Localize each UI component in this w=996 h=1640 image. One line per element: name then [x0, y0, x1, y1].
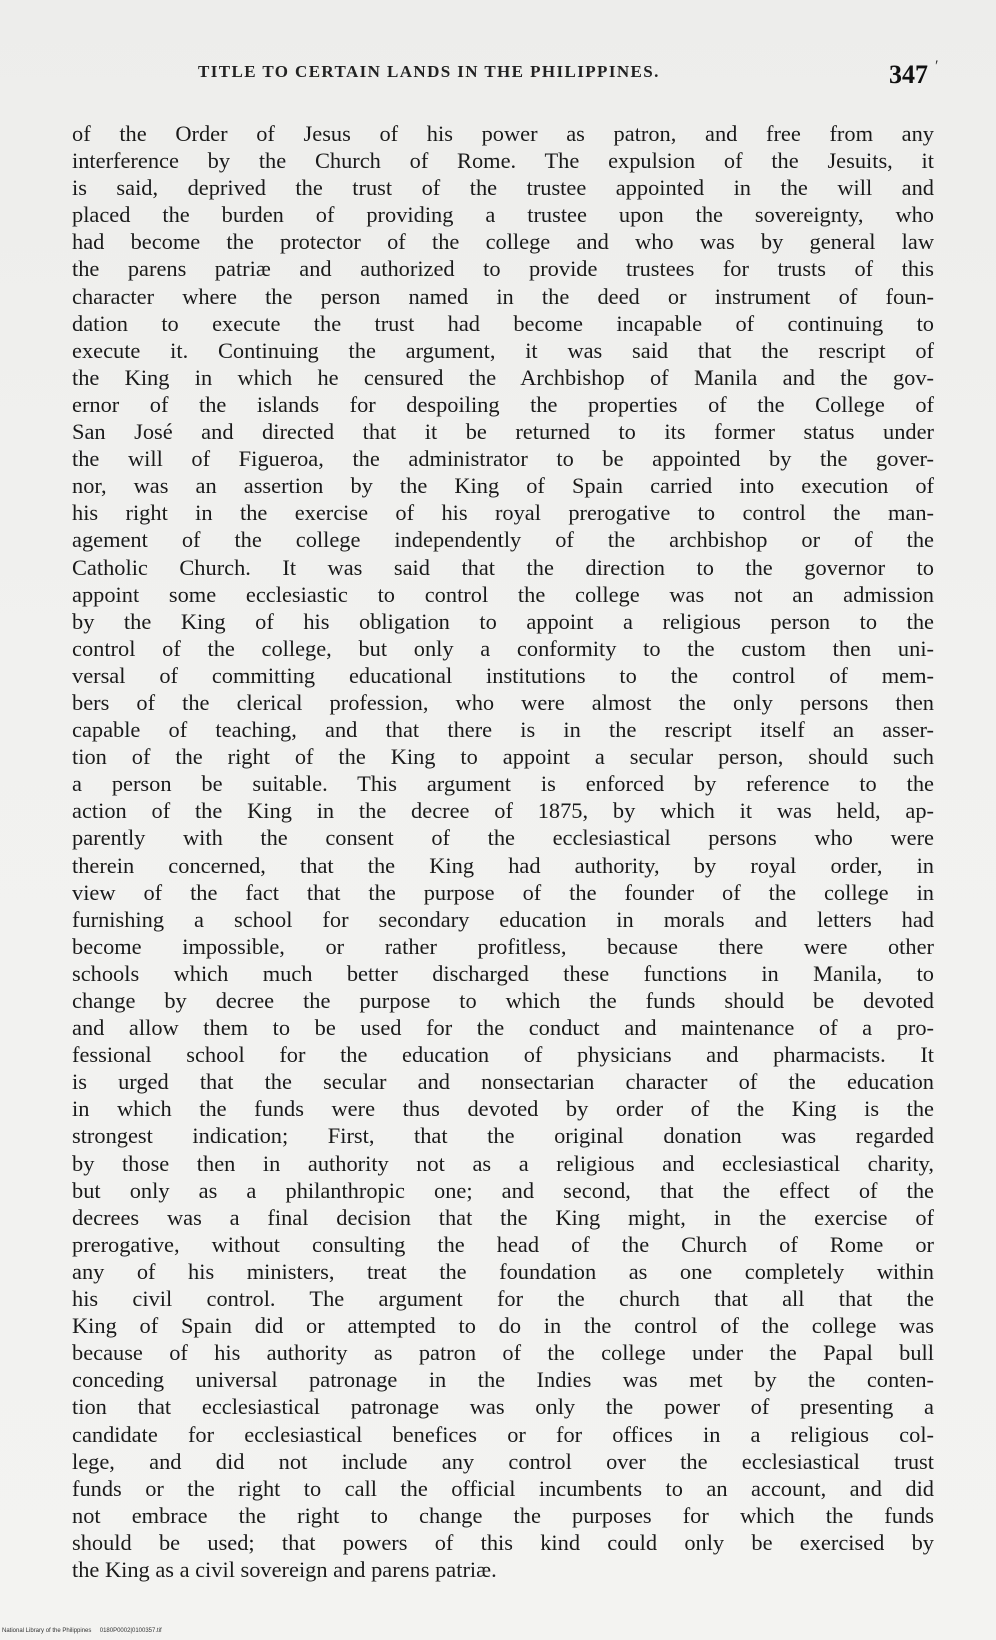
text-line: dation to execute the trust had become incapable of continuing to	[72, 310, 934, 336]
text-line: had become the protector of the college and who was by general law	[72, 229, 934, 255]
text-line: become impossible, or rather profitless, because there were other	[72, 933, 934, 959]
scan-id: 0180P0002|0100357.tif	[99, 1628, 162, 1634]
text-line: schools which much better discharged these functions in Manila, to	[72, 960, 934, 986]
text-line: execute it. Continuing the argument, it was said that the rescript of	[72, 337, 934, 363]
text-line: prerogative, without consulting the head of the Church of Rome or	[72, 1231, 934, 1257]
text-line: nor, was an assertion by the King of Spain carried into execution of	[72, 473, 934, 499]
text-line: conceding universal patronage in the Indies was met by the conten-	[72, 1367, 934, 1393]
text-line: decrees was a final decision that the King might, in the exercise of	[72, 1204, 934, 1230]
text-line: view of the fact that the purpose of the founder of the college in	[72, 879, 934, 905]
body-paragraph	[72, 120, 934, 1583]
text-line: strongest indication; First, that the original donation was regarded	[72, 1123, 934, 1149]
text-line: the will of Figueroa, the administrator to be appointed by the gover-	[72, 446, 934, 472]
text-line: candidate for ecclesiastical benefices or for offices in a religious col-	[72, 1421, 934, 1447]
text-line: King of Spain did or attempted to do in the control of the college was	[72, 1313, 934, 1339]
text-line: his right in the exercise of his royal prerogative to control the man-	[72, 500, 934, 526]
text-line: of the Order of Jesus of his power as patron, and free from any	[72, 121, 934, 146]
text-line: is said, deprived the trust of the trustee appointed in the will and	[72, 175, 934, 201]
text-line: parently with the consent of the ecclesiastical persons who were	[72, 825, 934, 851]
text-line: a person be suitable. This argument is enforced by reference to the	[72, 771, 934, 797]
page-number-mark: ′	[935, 58, 939, 75]
text-line: ernor of the islands for despoiling the properties of the College of	[72, 391, 934, 417]
text-line: by the King of his obligation to appoint a religious person to the	[72, 608, 934, 634]
text-line: placed the burden of providing a trustee upon the sovereignty, who	[72, 202, 934, 228]
text-line: Catholic Church. It was said that the direction to the governor to	[72, 554, 934, 580]
text-line: the parens patriæ and authorized to provide trustees for trusts of this	[72, 256, 934, 282]
text-line: his civil control. The argument for the church that all that the	[72, 1286, 934, 1312]
text-line: bers of the clerical profession, who were almost the only persons then	[72, 689, 934, 715]
text-line: by those then in authority not as a religious and ecclesiastical charity,	[72, 1150, 934, 1176]
text-line: but only as a philanthropic one; and second, that the effect of the	[72, 1177, 934, 1203]
text-line: therein concerned, that the King had authority, by royal order, in	[72, 852, 934, 878]
text-line: because of his authority as patron of the college under the Papal bull	[72, 1340, 934, 1366]
library-credit: National Library of the Philippines	[2, 1628, 92, 1634]
text-line: capable of teaching, and that there is in the rescript itself an asser-	[72, 717, 934, 743]
text-line: any of his ministers, treat the foundation as one completely within	[72, 1258, 934, 1284]
text-line: versal of committing educational institutions to the control of mem-	[72, 662, 934, 688]
scan-footer	[2, 1628, 162, 1634]
text-line: change by decree the purpose to which the funds should be devoted	[72, 988, 934, 1013]
text-line: character where the person named in the deed or instrument of foun-	[72, 283, 934, 309]
text-line: and allow them to be used for the conduct and maintenance of a pro-	[72, 1015, 934, 1041]
text-line: in which the funds were thus devoted by order of the King is the	[72, 1096, 934, 1122]
text-line: furnishing a school for secondary education in morals and letters had	[72, 906, 934, 932]
page-number: 347	[889, 60, 928, 89]
text-line: the King as a civil sovereign and parens patriæ.	[72, 1556, 497, 1582]
text-line: not embrace the right to change the purposes for which the funds	[72, 1502, 934, 1528]
text-line: fessional school for the education of physicians and pharmacists. It	[72, 1042, 934, 1068]
text-line: tion of the right of the King to appoint a secular person, should such	[72, 744, 934, 770]
text-line: the King in which he censured the Archbishop of Manila and the gov-	[72, 364, 934, 390]
text-line: funds or the right to call the official incumbents to an account, and did	[72, 1475, 934, 1501]
text-line: San José and directed that it be returned to its former status under	[72, 419, 934, 445]
text-line: agement of the college independently of the archbishop or of the	[72, 527, 934, 553]
text-line: appoint some ecclesiastic to control the college was not an admission	[72, 581, 934, 607]
text-line: tion that ecclesiastical patronage was only the power of presenting a	[72, 1394, 934, 1420]
running-title: TITLE TO CERTAIN LANDS IN THE PHILIPPINES.	[198, 62, 660, 81]
text-line: lege, and did not include any control over the ecclesiastical trust	[72, 1448, 934, 1474]
text-line: control of the college, but only a conformity to the custom then uni-	[72, 635, 934, 661]
text-line: should be used; that powers of this kind could only be exercised by	[72, 1529, 934, 1555]
text-line: is urged that the secular and nonsectarian character of the education	[72, 1069, 934, 1095]
text-line: action of the King in the decree of 1875, by which it was held, ap-	[72, 798, 934, 824]
text-line: interference by the Church of Rome. The expulsion of the Jesuits, it	[72, 148, 934, 174]
